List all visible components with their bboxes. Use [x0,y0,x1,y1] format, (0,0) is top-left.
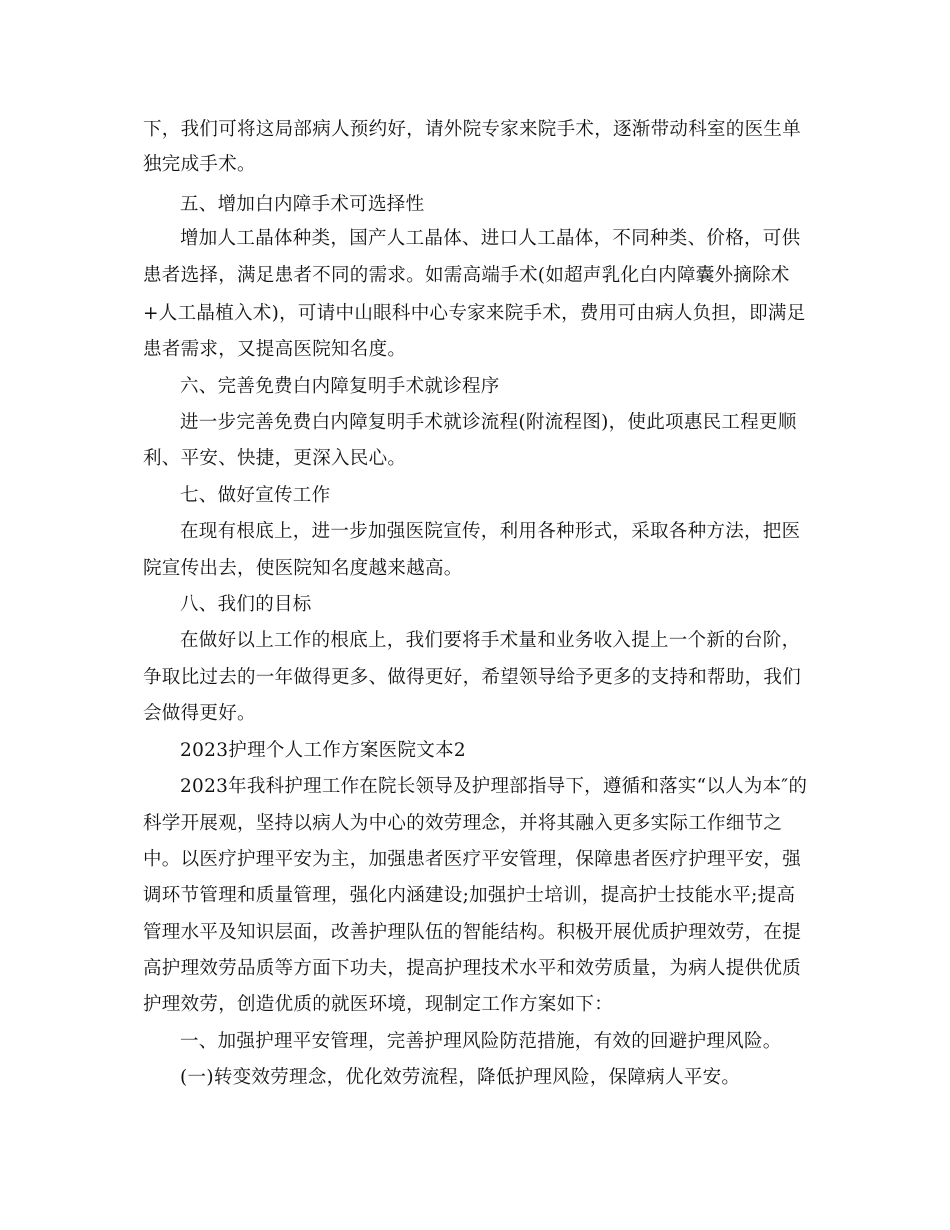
section-heading: 一、加强护理平安管理，完善护理风险防范措施，有效的回避护理风险。 [180,1031,782,1052]
paragraph-line: 利、平安、快捷，更深入民心。 [143,448,407,469]
paragraph-line: 院宣传出去，使医院知名度越来越高。 [143,558,463,579]
section-heading: 八、我们的目标 [180,594,312,615]
paragraph-line: 在现有根底上，进一步加强医院宣传，利用各种形式，采取各种方法，把医 [180,521,801,542]
paragraph-line: 患者选择，满足患者不同的需求。如需高端手术(如超声乳化白内障囊外摘除术 [143,265,790,286]
paragraph-line: 管理水平及知识层面，改善护理队伍的智能结构。积极开展优质护理效劳，在提 [143,922,802,943]
paragraph-line: 争取比过去的一年做得更多、做得更好，希望领导给予更多的支持和帮助，我们 [143,667,802,688]
paragraph-line: 中。以医疗护理平安为主，加强患者医疗平安管理，保障患者医疗护理平安，强 [143,849,802,870]
paragraph-line: 进一步完善免费白内障复明手术就诊流程(附流程图)，使此项惠民工程更顺 [180,412,797,433]
paragraph-line: 2023年我科护理工作在院长领导及护理部指导下，遵循和落实“以人为本″的 [180,776,808,797]
paragraph-line: (一)转变效劳理念，优化效劳流程，降低护理风险，保障病人平安。 [180,1067,741,1088]
document-title: 2023护理个人工作方案医院文本2 [180,740,466,761]
paragraph-line: 患者需求，又提高医院知名度。 [143,339,407,360]
paragraph-line: 增加人工晶体种类，国产人工晶体、进口人工晶体，不同种类、价格，可供 [180,228,801,249]
paragraph-line: 调环节管理和质量管理，强化内涵建设;加强护士培训，提高护士技能水平;提高 [143,885,796,906]
paragraph-line: 高护理效劳品质等方面下功夫，提高护理技术水平和效劳质量，为病人提供优质 [143,958,802,979]
paragraph-line: 会做得更好。 [143,703,256,724]
paragraph-line: 在做好以上工作的根底上，我们要将手术量和业务收入提上一个新的台阶， [180,630,801,651]
paragraph-line: 下，我们可将这局部病人预约好，请外院专家来院手术，逐渐带动科室的医生单 [143,119,802,140]
section-heading: 五、增加白内障手术可选择性 [180,194,425,215]
paragraph-line: 独完成手术。 [143,154,256,175]
paragraph-line: +人工晶植入术)，可请中山眼科中心专家来院手术，费用可由病人负担，即满足 [143,303,806,324]
paragraph-line: 科学开展观，坚持以病人为中心的效劳理念，并将其融入更多实际工作细节之 [143,813,783,834]
section-heading: 六、完善免费白内障复明手术就诊程序 [180,376,500,397]
section-heading: 七、做好宣传工作 [180,485,331,506]
paragraph-line: 护理效劳，创造优质的就医环境，现制定工作方案如下： [143,994,614,1015]
